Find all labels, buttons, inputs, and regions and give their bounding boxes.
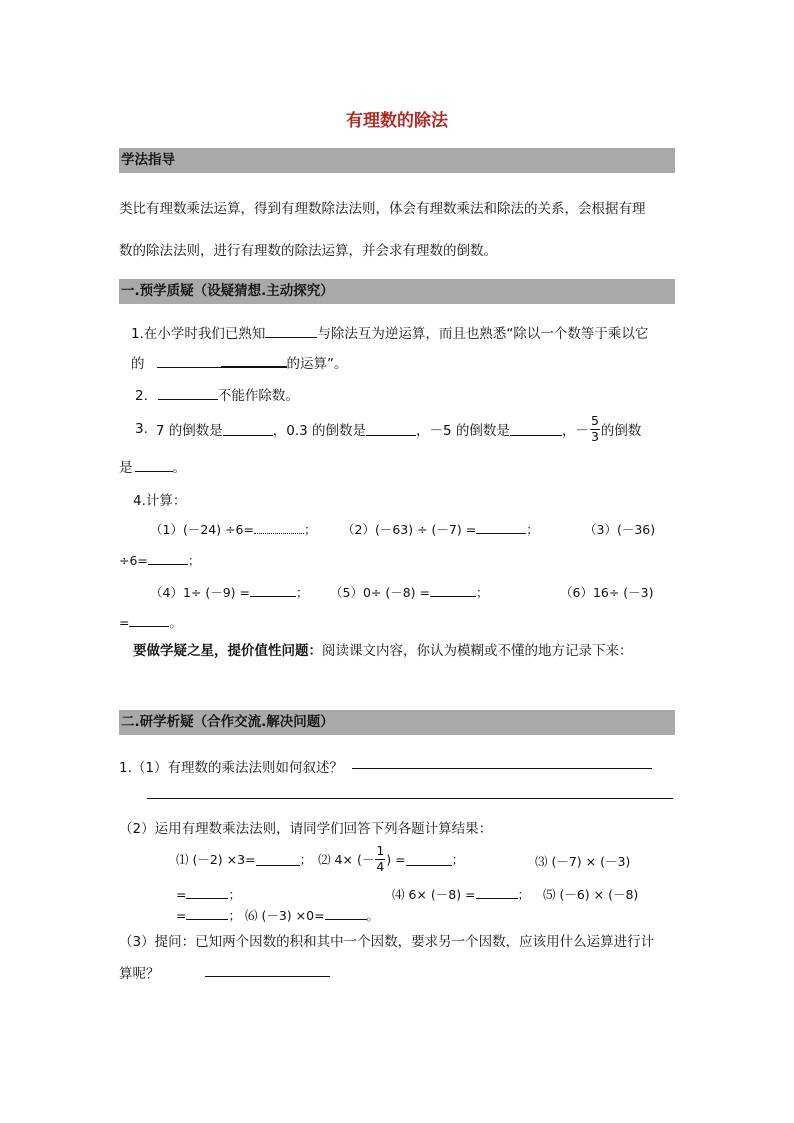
- mult-1-expr: ⑴ (－2) ×3=: [176, 852, 256, 867]
- mult-6-end: 。: [366, 908, 380, 923]
- mult-4-end: ；: [517, 887, 531, 902]
- fraction-denominator: 4: [376, 858, 385, 874]
- mult-2-expr-post: ) =: [386, 851, 406, 867]
- answer-blank[interactable]: [366, 423, 416, 436]
- q3-part-a: 7 的倒数是: [155, 423, 223, 439]
- calc-3-expr2: ÷6=: [119, 553, 148, 568]
- answer-line[interactable]: [147, 798, 673, 799]
- answer-blank[interactable]: [254, 521, 304, 534]
- answer-blank[interactable]: [256, 853, 300, 866]
- q2-num: 2.: [135, 388, 148, 404]
- problem-1-3-line2: 算呢？: [119, 966, 160, 982]
- calc-6-expr2: =: [119, 615, 130, 630]
- calc-5-expr: （5）0÷ (－8) =: [330, 585, 431, 600]
- answer-blank[interactable]: [157, 355, 221, 368]
- q3-line2-post: 。: [172, 460, 186, 476]
- answer-blank[interactable]: [221, 354, 287, 368]
- mult-row-1: [176, 842, 464, 876]
- answer-blank[interactable]: [158, 387, 218, 400]
- calc-1-end: ；: [304, 522, 317, 537]
- answer-line[interactable]: [205, 976, 330, 977]
- answer-blank[interactable]: [476, 521, 526, 534]
- calc-6-end: 。: [169, 615, 182, 630]
- star-label: 要做学疑之星，提价值性问题：: [133, 643, 322, 659]
- problem-1-3-line1: （3）提问：已知两个因数的积和其中一个因数，要求另一个因数，应该用什么运算进行计: [119, 934, 655, 950]
- q3-line2-pre: 是: [119, 460, 133, 476]
- section-header-method: 学法指导: [119, 148, 675, 173]
- mult-row-3: [176, 906, 379, 924]
- calc-2: [342, 520, 539, 538]
- calc-1: [150, 520, 317, 538]
- mult-5-end: ；: [228, 908, 241, 923]
- question-4-label: 4.计算：: [133, 493, 187, 509]
- q3-part-e: 的倒数: [600, 423, 642, 439]
- q3-part-b: ，0.3 的倒数是: [272, 423, 367, 439]
- question-3-line2: [119, 456, 186, 476]
- answer-blank[interactable]: [250, 584, 296, 597]
- answer-blank[interactable]: [129, 614, 169, 627]
- calc-3-line2: [119, 551, 200, 569]
- calc-3: （3）(－36): [584, 522, 656, 537]
- mult-5: ⑸ (－6) × (－8): [543, 887, 639, 902]
- question-3-line1: [135, 412, 641, 446]
- calc-1-expr: （1）(－24) ÷6=: [150, 522, 254, 537]
- mult-3-end: ；: [228, 887, 241, 902]
- calc-2-expr: （2）(－63) ÷ (－7) =: [342, 522, 477, 537]
- calc-6: （6）16÷ (－3): [560, 585, 654, 600]
- question-1-line1: [131, 322, 648, 342]
- answer-blank[interactable]: [186, 886, 228, 899]
- calc-4-end: ；: [296, 585, 309, 600]
- q3-part-d: ，－: [561, 423, 589, 439]
- mult-5-expr2: =: [176, 908, 187, 923]
- calc-6-line2: [119, 613, 182, 631]
- page-title: 有理数的除法: [346, 111, 448, 131]
- calc-3-end: ；: [187, 553, 201, 568]
- section-header-research: 二.研学析疑（合作交流.解决问题）: [119, 710, 675, 735]
- fraction-denominator: 3: [590, 428, 599, 444]
- mult-3-line2: [176, 885, 241, 903]
- q1-text2-post: 的运算”。: [286, 356, 348, 372]
- answer-blank[interactable]: [135, 459, 173, 472]
- method-text-line1: 类比有理数乘法运算，得到有理数除法法则，体会有理数乘法和除法的关系，会根据有理: [119, 201, 646, 217]
- question-star: [133, 639, 633, 659]
- calc-5: [330, 583, 489, 601]
- mult-6-expr: ⑹ (－3) ×0=: [244, 908, 325, 923]
- q1-text-pre: 1.在小学时我们已熟知: [131, 326, 266, 342]
- fraction-numerator: 5: [590, 413, 599, 428]
- answer-blank[interactable]: [406, 853, 452, 866]
- question-1-line2: [131, 352, 348, 372]
- q2-text: 不能作除数。: [217, 388, 299, 404]
- mult-2-expr-pre: ⑵ 4× (－: [318, 852, 375, 867]
- question-2: [135, 384, 299, 404]
- method-text-line2: 数的除法法则，进行有理数的除法运算，并会求有理数的倒数。: [119, 243, 497, 259]
- section-header-prestudy: 一.预学质疑（设疑猜想.主动探究）: [119, 279, 675, 304]
- answer-line[interactable]: [352, 768, 652, 769]
- answer-blank[interactable]: [430, 584, 476, 597]
- calc-4: [150, 583, 309, 601]
- answer-blank[interactable]: [476, 886, 518, 899]
- q3-part-c: ，－5 的倒数是: [416, 423, 510, 439]
- answer-blank[interactable]: [148, 552, 188, 565]
- fraction: [590, 415, 600, 443]
- q1-text2-pre: 的: [131, 356, 145, 372]
- q1-text-post: 与除法互为逆运算，而且也熟悉“除以一个数等于乘以它: [317, 326, 649, 342]
- calc-2-end: ；: [526, 522, 539, 537]
- fraction-numerator: 1: [376, 843, 385, 858]
- answer-blank[interactable]: [223, 423, 273, 436]
- fraction: [375, 845, 385, 873]
- answer-blank[interactable]: [186, 907, 228, 920]
- problem-1-1: 1.（1）有理数的乘法法则如何叙述？: [119, 760, 343, 776]
- mult-4: [392, 885, 530, 903]
- star-text: 阅读课文内容，你认为模糊或不懂的地方记录下来：: [322, 643, 633, 659]
- answer-blank[interactable]: [265, 325, 317, 338]
- mult-4-expr: ⑷ 6× (－8) =: [392, 887, 476, 902]
- mult-1-end: ；: [299, 852, 313, 867]
- answer-blank[interactable]: [325, 907, 367, 920]
- calc-5-end: ；: [476, 585, 489, 600]
- mult-3: ⑶ (－7) × (－3): [535, 854, 631, 869]
- mult-2-end: ；: [451, 852, 465, 867]
- calc-4-expr: （4）1÷ (－9) =: [150, 585, 251, 600]
- answer-blank[interactable]: [510, 423, 562, 436]
- problem-1-2: （2）运用有理数乘法法则，请同学们回答下列各题计算结果：: [119, 821, 493, 837]
- mult-3-expr2: =: [176, 887, 187, 902]
- q3-num: 3.: [135, 421, 148, 437]
